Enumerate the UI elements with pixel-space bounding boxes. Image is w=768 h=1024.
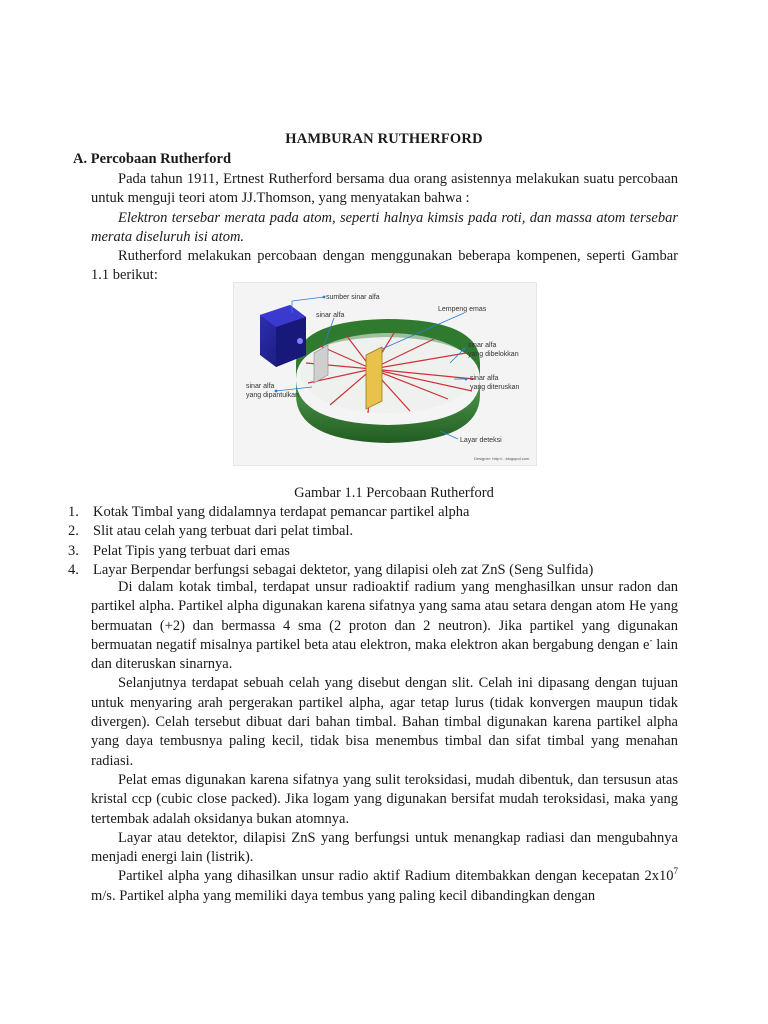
page-title: HAMBURAN RUTHERFORD bbox=[285, 131, 483, 147]
label-reflected-1: sinar alfa bbox=[246, 383, 275, 390]
rutherford-figure bbox=[233, 282, 537, 466]
experiment-illustration bbox=[234, 283, 536, 465]
label-passed-2: yang diteruskan bbox=[470, 384, 520, 391]
label-deflected-1: sinar alfa bbox=[468, 342, 497, 349]
label-reflected-2: yang dipantulkan bbox=[246, 392, 299, 399]
label-passed-1: sinar alfa bbox=[470, 375, 499, 382]
list-item: 3. Pelat Tipis yang terbuat dari emas bbox=[68, 542, 290, 559]
label-ray: sinar alfa bbox=[316, 312, 345, 319]
figure-credit: Designer: http://...blogspot.com bbox=[474, 456, 530, 461]
body-block bbox=[91, 578, 678, 906]
body-paragraph-5: Partikel alpha yang dihasilkan unsur radio aktif Radium ditembakkan dengan kecepatan $2x10^7$ m/s. Partikel alpha yang memiliki daya tembus yang paling kecil dibandingkan dengan bbox=[91, 866, 678, 904]
gold-foil bbox=[366, 347, 382, 409]
body-paragraph-1: Di dalam kotak timbal, terdapat unsur radioaktif radium yang menghasilkan unsur radon dan partikel alpha. Partikel alpha digunakan karena sifatnya yang sama atau setara dengan atom He yang bermuatan (+2) dan bermassa 4 sma (2 proton dan 2 neutron). Jika partikel yang digunakan bermuatan negatif misalnya partikel beta atau elektron, maka elektron akan bergabung dengan e- lain dan diteruskan sinarnya. bbox=[91, 579, 678, 673]
label-source: sumber sinar alfa bbox=[326, 294, 380, 301]
intro-paragraph: Pada tahun 1911, Ertnest Rutherford bersama dua orang asistennya melakukan suatu percobaan untuk menguji teori atom JJ.Thomson, yang menyatakan bahwa : bbox=[91, 171, 678, 207]
component-list bbox=[68, 503, 688, 580]
intro-paragraph-2: Rutherford melakukan percobaan dengan menggunakan beberapa kompenen, seperti Gambar 1.1 berikut: bbox=[91, 248, 678, 284]
label-screen: Layar deteksi bbox=[460, 437, 502, 444]
intro-block bbox=[91, 170, 678, 286]
list-item: 4. Layar Berpendar berfungsi sebagai dektetor, yang dilapisi oleh zat ZnS (Seng Sulfida) bbox=[68, 561, 594, 578]
body-paragraph-4: Layar atau detektor, dilapisi ZnS yang berfungsi untuk menangkap radiasi dan mengubahnya menjadi energi lain (listrik). bbox=[91, 829, 678, 866]
lead-box bbox=[260, 305, 306, 367]
figure-caption: Gambar 1.1 Percobaan Rutherford bbox=[294, 485, 494, 501]
label-deflected-2: yang dibelokkan bbox=[468, 351, 519, 358]
label-foil: Lempeng emas bbox=[438, 306, 487, 313]
list-item: 1. Kotak Timbal yang didalamnya terdapat pemancar partikel alpha bbox=[68, 504, 470, 520]
list-item: 2. Slit atau celah yang terbuat dari pelat timbal. bbox=[68, 523, 354, 540]
section-heading: A. Percobaan Rutherford bbox=[73, 151, 232, 167]
body-paragraph-2: Selanjutnya terdapat sebuah celah yang disebut dengan slit. Celah ini dipasang dengan tujuan untuk menyaring arah pergerakan partikel alpha, agar tetap lurus (tidak konvergen maupun tidak divergen). Celah tersebut dibuat dari bahan timbal. Bahan timbal digunakan karena partikel alpha yang daya tembusnya paling kecil, tidak bisa menembus timbal dan sifat timbal yang menahan radiasi. bbox=[91, 675, 678, 769]
thomson-quote: Elektron tersebar merata pada atom, seperti halnya kimsis pada roti, dan massa atom tersebar merata diseluruh isi atom. bbox=[91, 209, 678, 245]
body-paragraph-3: Pelat emas digunakan karena sifatnya yang sulit teroksidasi, mudah dibentuk, dan tersusun atas kristal ccp (cubic close packed). Jika logam yang digunakan bersifat mudah teroksidasi, maka yang tertembak adalah oksidanya bukan atomnya. bbox=[91, 771, 678, 827]
